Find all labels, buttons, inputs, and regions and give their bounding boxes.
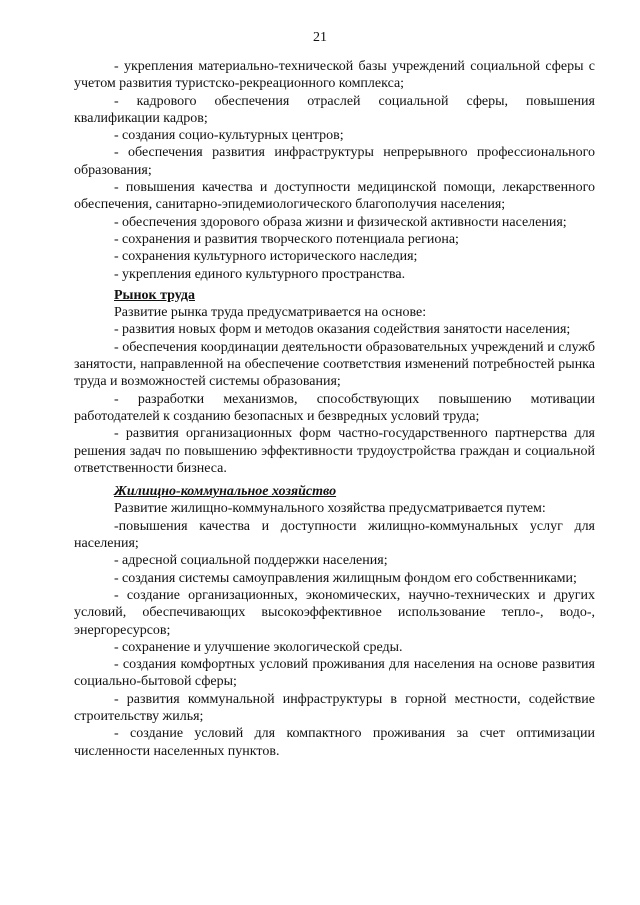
list-item: - создания социо-культурных центров; bbox=[114, 128, 344, 144]
list-item: - создания комфортных условий проживания для населения на основе развития социально-бытовой сферы; bbox=[74, 657, 595, 690]
list-item: - создание условий для компактного проживания за счет оптимизации численности населенных пунктов. bbox=[74, 726, 595, 759]
list-item: - развития новых форм и методов оказания содействия занятости населения; bbox=[114, 322, 571, 338]
list-item: - кадрового обеспечения отраслей социальной сферы, повышения квалификации кадров; bbox=[74, 93, 595, 126]
list-item: - укрепления единого культурного пространства. bbox=[114, 266, 406, 282]
list-item: - укрепления материально-технической базы учреждений социальной сферы с учетом развития туристско-рекреационного комплекса; bbox=[74, 59, 595, 92]
page-number: 21 bbox=[313, 30, 327, 45]
list-item: - адресной социальной поддержки населения; bbox=[114, 553, 388, 569]
list-item: - создания системы самоуправления жилищным фондом его собственниками; bbox=[114, 570, 577, 586]
list-item: -повышения качества и доступности жилищно-коммунальных услуг для населения; bbox=[74, 518, 595, 552]
list-item: - обеспечения развития инфраструктуры непрерывного профессионального образования; bbox=[74, 145, 595, 178]
page-content bbox=[74, 58, 595, 760]
list-item: - сохранения культурного исторического наследия; bbox=[114, 249, 418, 265]
section-intro: Развитие рынка труда предусматривается на основе: bbox=[114, 305, 427, 321]
list-item: - развития организационных форм частно-государственного партнерства для решения задач по повышению эффективности трудоустройства граждан и социальной ответственности бизнеса. bbox=[74, 426, 595, 476]
list-item: - обеспечения координации деятельности образовательных учреждений и служб занятости, направленной на обеспечение соответствия изменений потребностей рынка труда и возможностей системы образования; bbox=[74, 339, 595, 390]
list-item: - создание организационных, экономических, научно-технических и других условий, обеспечивающих высокоэффективное использование тепло-, водо-, энергоресурсов; bbox=[74, 587, 595, 638]
list-item: - разработки механизмов, способствующих повышению мотивации работодателей к созданию безопасных и безвредных условий труда; bbox=[74, 391, 595, 424]
list-item: - обеспечения здорового образа жизни и физической активности населения; bbox=[114, 214, 567, 230]
list-item: - повышения качества и доступности медицинской помощи, лекарственного обеспечения, санитарно-эпидемиологического благополучия населения; bbox=[74, 180, 595, 213]
section-intro: Развитие жилищно-коммунального хозяйства предусматривается путем: bbox=[114, 501, 546, 517]
list-item: - сохранение и улучшение экологической среды. bbox=[114, 639, 403, 655]
list-item: - развития коммунальной инфраструктуры в горной местности, содействие строительству жилья; bbox=[74, 691, 595, 724]
list-item: - сохранения и развития творческого потенциала региона; bbox=[114, 231, 459, 247]
section-heading-housing: Жилищно-коммунальное хозяйство bbox=[114, 484, 337, 500]
section-heading-labor-market: Рынок труда bbox=[114, 287, 195, 303]
